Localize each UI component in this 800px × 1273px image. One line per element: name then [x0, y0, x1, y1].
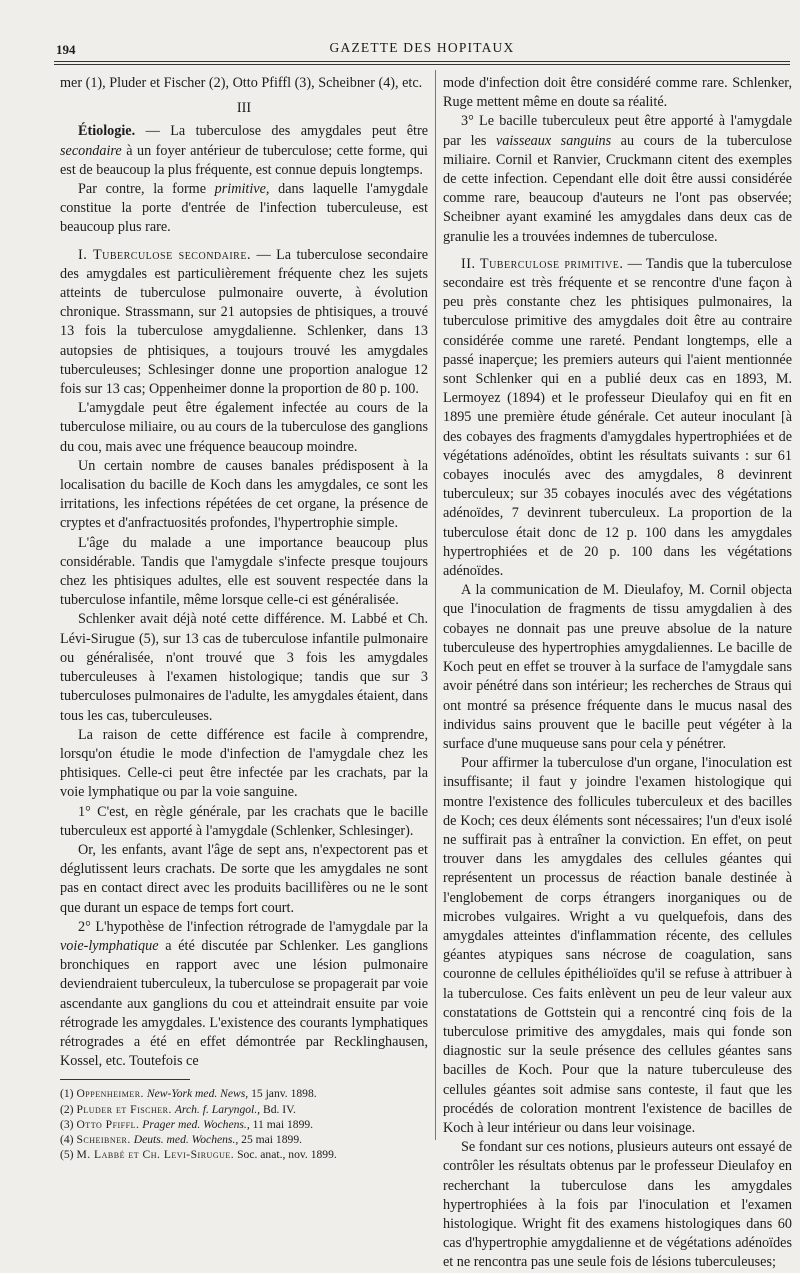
paragraph: Pour affirmer la tuberculose d'un organe, l'inoculation est insuffisante; il faut y joindre l'examen histologique qui montre l'existence des follicules tuberculeux et des bacilles de Koch; ces deux éléments sont nécessaires; l'un d'eux isolé ne suffirait pas à entraîner la conviction. En effet, on peut trouver dans les amygdales des cellules géantes qui représentent un processus de réaction banale destinée à l'englobement de corps étrangers inorganiques ou de microbes vulgaires. Wright a vu quelquefois, dans des amygdales atteintes d'inflammation récente, des cellules géantes atypiques sans nécrose de coagulation, sans couronne de cellules épithélioïdes qu'il se refuse à attribuer à la tuberculose. Ces faits enlèvent un peu de leur valeur aux constatations de Gottstein qui a rencontré cinq fois de la tuberculose primitive des amygdales, mais qui fonde son diagnostic sur la seule présence des cellules géantes sans bacilles de Koch. Pour que la nature tuberculeuse des cellules géantes soit admise sans conteste, il faut que les procédés de coloration montrent l'existence de bacilles de Koch à leur intérieur ou dans leur voisinage. [443, 755, 792, 1136]
paragraph [443, 112, 792, 246]
paragraph: mer (1), Pluder et Fischer (2), Otto Pfiffl (3), Scheibner (4), etc. [60, 75, 423, 91]
page-number: 194 [56, 42, 76, 57]
footnote-rule [60, 1079, 190, 1080]
paragraph [60, 918, 428, 1072]
paragraph [60, 122, 428, 180]
text-run: au cours de la tuberculose miliaire. Cornil et Ranvier, Cruckmann citent des exemples de cette infection. Cependant elle doit être aussi considérée comme rare, beaucoup d'auteurs ne l'ont pas observée; Scheibner ayant examiné les amygdales dans deux cas de granulie les a trouvées indemnes de tuberculose. [443, 132, 792, 245]
emphasis: primitive, [214, 181, 270, 198]
paragraph [60, 180, 428, 238]
header-rule-secondary [54, 64, 790, 65]
paragraph: Schlenker avait déjà noté cette différence. M. Labbé et Ch. Lévi-Sirugue (5), sur 13 cas de tuberculose infantile pulmonaire ou généralisée, n'ont trouvé que 3 fois les amygdales tuberculeuses à l'examen histologique; tandis que sur 3 tuberculoses pulmonaires de l'adulte, les amygdales étaient, dans tous les cas, tuberculeuses. [60, 611, 428, 724]
right-column [443, 74, 792, 1273]
paragraph [443, 255, 792, 581]
paragraph: L'amygdale peut être également infectée au cours de la tuberculose miliaire, ou au cours de la tuberculose des ganglions du cou, mais avec une fréquence beaucoup moindre. [60, 400, 428, 455]
text-run: — La tuberculose des amygdales peut être [135, 123, 428, 140]
section-number: III [236, 100, 252, 117]
text-run: a été discutée par Schlenker. Les ganglions bronchiques en rapport avec une lésion pulmonaire deviendraient tuberculeux, la tuberculose se propagerait par voie ascendante aux ganglions du cou et atteindrait ensuite par voie rétrograde les amygdales. L'existence des courants lymphatiques rétrogrades a été en effet démontrée par Recklinghausen, Kossel, etc. Toutefois ce [60, 937, 428, 1070]
heading-etiologie: Étiologie. [78, 123, 136, 140]
text-run: — La tuberculose secondaire des amygdales est particulièrement fréquente chez les sujets atteints de tuberculose pulmonaire ouverte, à évolution chronique. Strassmann, sur 21 autopsies de phtisiques, a trouvé 13 fois la tuberculose amygdalienne. Schlenker, dans 13 autopsies de phtisiques, a toujours trouvé les amygdales tuberculeuses; Schlesinger donne une proportion analogue 12 fois sur 13 cas; Oppenheimer donne la proportion de 80 p. 100. [60, 246, 428, 398]
text-run: dans laquelle l'amygdale constitue la porte d'entrée de l'infection tuberculeuse, est beaucoup plus rare. [60, 181, 428, 236]
footnotes [60, 1086, 428, 1162]
heading-tuberculose-secondaire: I. Tuberculose secondaire. [78, 246, 252, 263]
journal-title: GAZETTE DES HOPITAUX [329, 40, 515, 55]
emphasis: secondaire [60, 142, 122, 159]
text-run: 3° Le bacille tuberculeux peut être apporté à l'amygdale par les [443, 113, 792, 149]
paragraph: 1° C'est, en règle générale, par les crachats que le bacille tuberculeux est apporté à l'amygdale (Schlenker, Schlesinger). [60, 803, 428, 839]
paragraph: Or, les enfants, avant l'âge de sept ans, n'expectorent pas et déglutissent leurs crachats. De sorte que les amygdales ne sont pas en contact direct avec les produits bacillifères ou ne le sont que durant un espace de temps fort court. [60, 841, 428, 916]
footnote: (1) Oppenheimer. New-York med. News, 15 janv. 1898. [60, 1087, 317, 1101]
heading-tuberculose-primitive: II. Tuberculose primitive. [461, 255, 624, 272]
paragraph [60, 246, 428, 400]
column-divider [435, 70, 436, 1140]
paragraph: L'âge du malade a une importance beaucoup plus considérable. Tandis que l'amygdale s'infecte presque toujours chez les phtisiques adultes, elle est souvent respectée dans la tuberculose infantile, même lorsque celle-ci est généralisée. [60, 534, 428, 609]
emphasis: voie-lymphatique [60, 937, 159, 954]
footnote: (3) Otto Pfiffl. Prager med. Wochens., 11 mai 1899. [60, 1117, 314, 1131]
text-run: — Tandis que la tuberculose secondaire est très fréquente et se rencontre d'une façon à peu près constante chez les phtisiques pulmonaires, la tuberculose primitive des amygdales doit être au contraire considérée comme une rareté. Pendant longtemps, elle a passé inaperçue; les premiers auteurs qui l'aient mentionnée sont Schlenker qui en a publié deux cas en 1893, M. Lermoyez (1894) et le professeur Dieulafoy qui en fit en 1895 une première étude générale. Cet auteur inoculant [à des cobayes des fragments d'amygdales hypertrophiées et de végétations adénoïdes, obtint les résultats suivants : sur 61 cobayes inoculés avec des amygdales, 8 devinrent tuberculeux; sur 35 cobayes inoculés avec des végétations adénoïdes, 7 devinrent tuberculeux. La proportion de la tuberculose était donc de 12 p. 100 dans les amygdales hypertrophiées et de 20 p. 100 dans les végétations adénoïdes. [443, 255, 792, 580]
text-run: Par contre, la forme [78, 181, 215, 198]
paragraph: Se fondant sur ces notions, plusieurs auteurs ont essayé de contrôler les résultats obtenus par le professeur Dieulafoy en recherchant la tuberculose dans les amygdales hypertrophiées à la fois par l'inoculation et l'examen histologique. Wright fit des examens histologiques dans 60 cas d'hypertrophie amygdalienne et de végétations adénoïdes et ne rencontra pas une seule fois de lésions tuberculeuses; [443, 1139, 792, 1271]
paragraph: mode d'infection doit être considéré comme rare. Schlenker, Ruge mettent même en doute sa réalité. [443, 75, 792, 111]
paragraph: La raison de cette différence est facile à comprendre, lorsqu'on étudie le mode d'infection de l'amygdale chez les phtisiques. Celle-ci peut être infectée par les crachats, par la voie lymphatique ou par la voie sanguine. [60, 726, 428, 801]
text-run: à un foyer antérieur de tuberculose; cette forme, qui est de beaucoup la plus fréquente, est connue depuis longtemps. [60, 142, 428, 178]
header-rule [54, 61, 790, 62]
footnote: (4) Scheibner. Deuts. med. Wochens., 25 mai 1899. [60, 1132, 303, 1146]
footnote: (5) M. Labbé et Ch. Levi-Sirugue. Soc. anat., nov. 1899. [60, 1148, 337, 1162]
left-column [60, 74, 428, 1162]
text-run: 2° L'hypothèse de l'infection rétrograde de l'amygdale par la [78, 918, 428, 935]
page-header [54, 38, 790, 60]
paragraph: Un certain nombre de causes banales prédisposent à la localisation du bacille de Koch dans les amygdales, ce sont les irritations, les infections répétées de cet organe, la présence de cryptes et d'anfractuosités profondes, l'hypertrophie simple. [60, 457, 428, 532]
footnote: (2) Pluder et Fischer. Arch. f. Laryngol., Bd. IV. [60, 1102, 296, 1116]
paragraph: A la communication de M. Dieulafoy, M. Cornil objecta que l'inoculation de fragments de tissu amygdalien à des cobayes ne donnait pas une preuve absolue de la nature tuberculeuse des hypertrophies amygdaliennes. Le bacille de Koch peut en effet se trouver à la surface de l'amygdale sans avoir pénétré dans son intérieur; les recherches de Straus qui ont montré sa présence fréquente dans le mucus nasal des individus sains prouvent que le bacille peut végéter à la surface d'une muqueuse sans pour cela y pénétrer. [443, 582, 792, 752]
emphasis: vaisseaux sanguins [495, 132, 612, 149]
